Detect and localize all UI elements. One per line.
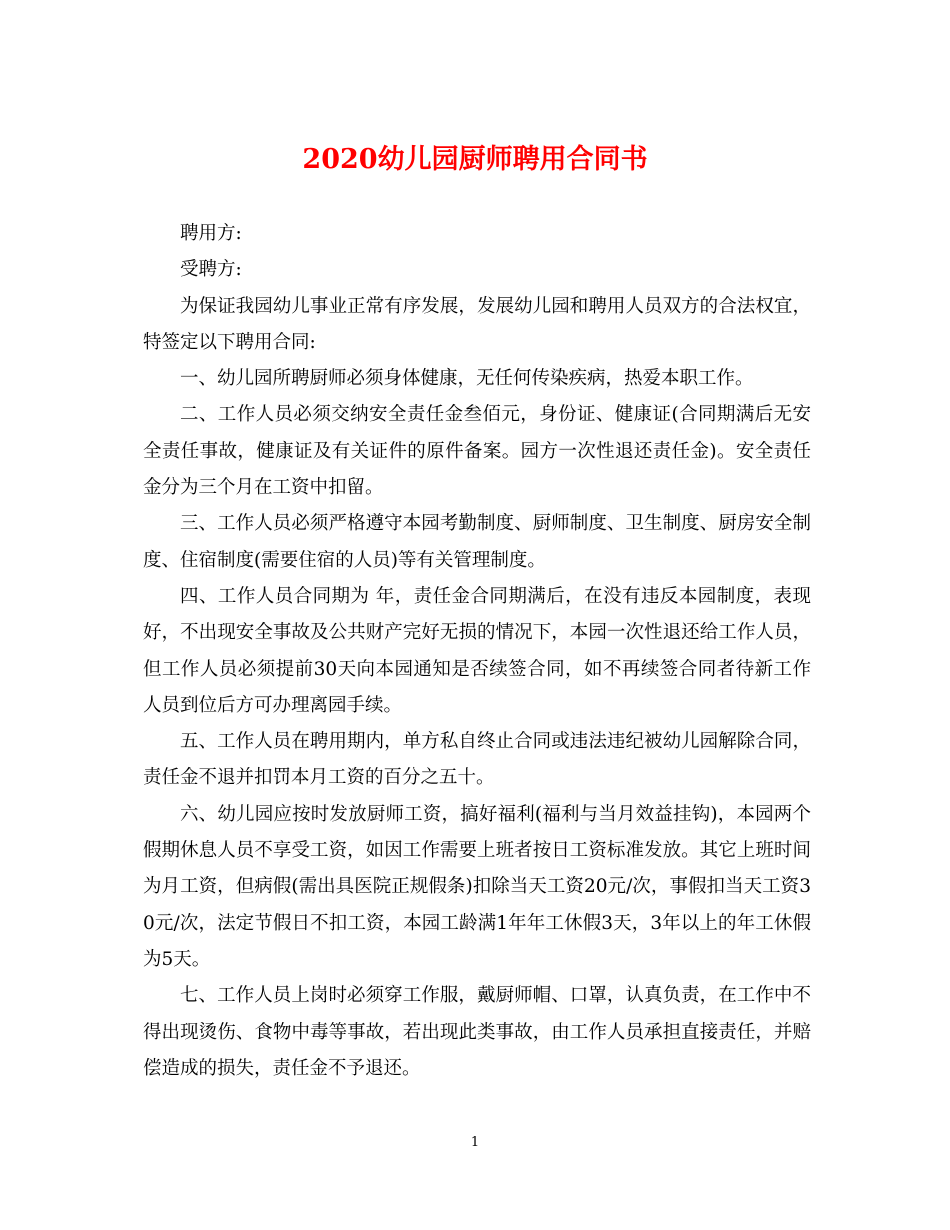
- paragraph-clause-3: 三、工作人员必须严格遵守本园考勤制度、厨师制度、卫生制度、厨房安全制度、住宿制度(需要住宿的人员)等有关管理制度。: [143, 513, 811, 571]
- page-number: 1: [470, 1135, 480, 1150]
- paragraph-employer: 聘用方:: [180, 223, 242, 244]
- document-title: 2020幼儿园厨师聘用合同书: [302, 144, 648, 175]
- paragraph-clause-2: 二、工作人员必须交纳安全责任金叁佰元，身份证、健康证(合同期满后无安全责任事故，健康证及有关证件的原件备案。园方一次性退还责任金)。安全责任金分为三个月在工资中扣留。: [143, 404, 811, 499]
- paragraph-clause-5: 五、工作人员在聘用期内，单方私自终止合同或违法违纪被幼儿园解除合同，责任金不退并扣罚本月工资的百分之五十。: [143, 731, 811, 789]
- paragraph-preamble: 为保证我园幼儿事业正常有序发展，发展幼儿园和聘用人员双方的合法权宜，特签定以下聘用合同:: [143, 295, 811, 353]
- paragraph-clause-4: 四、工作人员合同期为 年，责任金合同期满后，在没有违反本园制度，表现好，不出现安全事故及公共财产完好无损的情况下，本园一次性退还给工作人员，但工作人员必须提前30天向本园通知是否续签合同，如不再续签合同者待新工作人员到位后方可办理离园手续。: [143, 585, 811, 716]
- document-body: [143, 216, 811, 1087]
- paragraph-employee: 受聘方:: [180, 259, 242, 281]
- paragraph-clause-1: 一、幼儿园所聘厨师必须身体健康，无任何传染疾病，热爱本职工作。: [180, 368, 754, 390]
- paragraph-clause-6: 六、幼儿园应按时发放厨师工资，搞好福利(福利与当月效益挂钩)，本园两个假期休息人员不享受工资，如因工作需要上班者按日工资标准发放。其它上班时间为月工资，但病假(需出具医院正规假条)扣除当天工资20元/次，事假扣当天工资30元/次，法定节假日不扣工资，本园工龄满1年年工休假3天，3年以上的年工休假为5天。: [143, 803, 811, 970]
- paragraph-clause-7: 七、工作人员上岗时必须穿工作服，戴厨师帽、口罩，认真负责，在工作中不得出现烫伤、食物中毒等事故，若出现此类事故，由工作人员承担直接责任，并赔偿造成的损失，责任金不予退还。: [143, 985, 811, 1079]
